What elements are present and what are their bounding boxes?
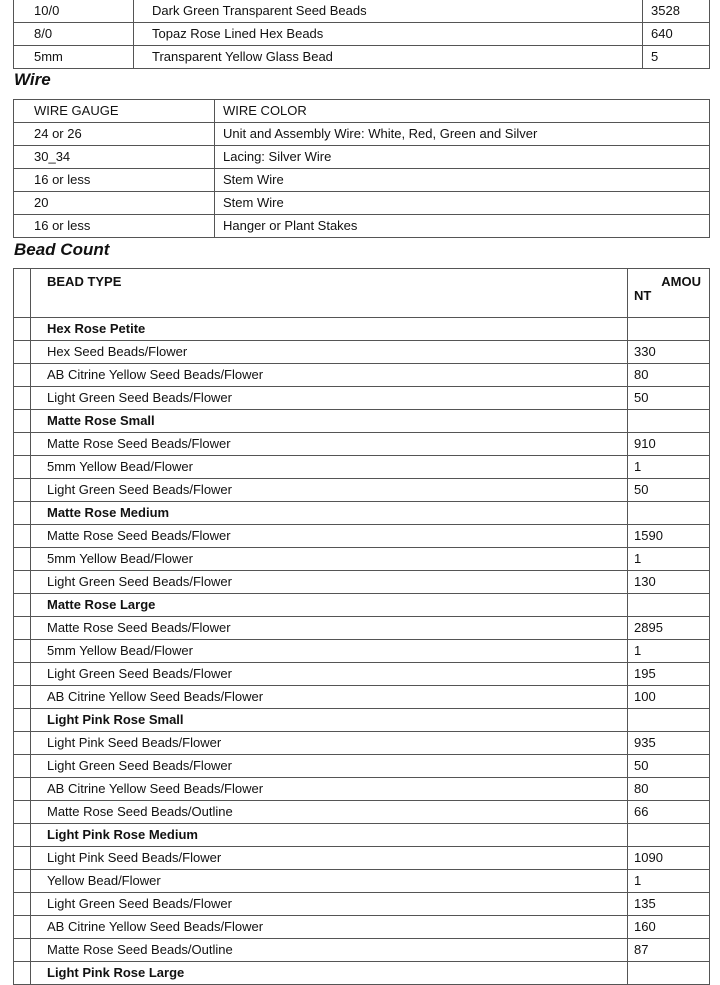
row-index-cell [14, 341, 31, 364]
bead-count-section-row [14, 709, 710, 732]
bead-amount: 910 [628, 433, 710, 456]
bead-type: Yellow Bead/Flower [31, 870, 628, 893]
rose-variant-heading: Matte Rose Small [31, 410, 628, 433]
bead-amount: 87 [628, 939, 710, 962]
bead-amount [628, 824, 710, 847]
row-index-cell [14, 640, 31, 663]
bead-amount: 2895 [628, 617, 710, 640]
bead-count-table [13, 268, 710, 985]
row-index-cell [14, 456, 31, 479]
row-index-cell [14, 387, 31, 410]
bead-amount: 1 [628, 456, 710, 479]
wire-table [13, 99, 710, 238]
bead-amount: 1590 [628, 525, 710, 548]
bead-quantity: 5 [643, 46, 710, 69]
row-index-cell [14, 433, 31, 456]
row-index-cell [14, 571, 31, 594]
bead-count-section-row [14, 594, 710, 617]
bead-count-row [14, 939, 710, 962]
row-index-cell [14, 479, 31, 502]
wire-gauge: 16 or less [14, 169, 215, 192]
rose-variant-heading: Light Pink Rose Large [31, 962, 628, 985]
bead-amount: 1 [628, 548, 710, 571]
wire-color: Unit and Assembly Wire: White, Red, Green and Silver [215, 123, 710, 146]
row-index-cell [14, 525, 31, 548]
bead-type: Light Green Seed Beads/Flower [31, 571, 628, 594]
bead-count-row [14, 456, 710, 479]
wire-row [14, 123, 710, 146]
bead-amount: 135 [628, 893, 710, 916]
row-index-cell [14, 410, 31, 433]
bead-count-row [14, 525, 710, 548]
row-index-cell [14, 801, 31, 824]
rose-variant-heading: Light Pink Rose Medium [31, 824, 628, 847]
bead-name: Transparent Yellow Glass Bead [134, 46, 643, 69]
wire-gauge: 16 or less [14, 215, 215, 238]
bead-count-row [14, 755, 710, 778]
rose-variant-heading: Matte Rose Medium [31, 502, 628, 525]
bead-amount [628, 318, 710, 341]
bead-amount: 195 [628, 663, 710, 686]
bead-amount: 100 [628, 686, 710, 709]
wire-row [14, 215, 710, 238]
bead-count-row [14, 479, 710, 502]
bead-name: Topaz Rose Lined Hex Beads [134, 23, 643, 46]
row-index-cell [14, 916, 31, 939]
bead-row [14, 0, 710, 23]
bead-amount [628, 410, 710, 433]
wire-color-header: WIRE COLOR [215, 100, 710, 123]
row-index-cell [14, 318, 31, 341]
bead-quantity: 3528 [643, 0, 710, 23]
bead-type: 5mm Yellow Bead/Flower [31, 640, 628, 663]
bead-amount: 80 [628, 364, 710, 387]
row-index-cell [14, 709, 31, 732]
index-header [14, 269, 31, 318]
bead-type: AB Citrine Yellow Seed Beads/Flower [31, 364, 628, 387]
bead-amount: 935 [628, 732, 710, 755]
bead-count-section-title: Bead Count [14, 240, 110, 259]
bead-name: Dark Green Transparent Seed Beads [134, 0, 643, 23]
bead-type: Matte Rose Seed Beads/Flower [31, 433, 628, 456]
row-index-cell [14, 686, 31, 709]
bead-amount: 80 [628, 778, 710, 801]
wire-gauge: 24 or 26 [14, 123, 215, 146]
wire-gauge: 30_34 [14, 146, 215, 169]
wire-row [14, 192, 710, 215]
bead-count-row [14, 801, 710, 824]
wire-gauge-header: WIRE GAUGE [14, 100, 215, 123]
bead-amount: 330 [628, 341, 710, 364]
bead-count-row [14, 364, 710, 387]
bead-type: Matte Rose Seed Beads/Outline [31, 801, 628, 824]
bead-type: Light Pink Seed Beads/Flower [31, 847, 628, 870]
wire-color: Stem Wire [215, 169, 710, 192]
bead-count-row [14, 571, 710, 594]
bead-size: 8/0 [14, 23, 134, 46]
bead-amount: 50 [628, 387, 710, 410]
bead-type: Light Pink Seed Beads/Flower [31, 732, 628, 755]
bead-amount: 160 [628, 916, 710, 939]
bead-quantity: 640 [643, 23, 710, 46]
bead-amount: 1 [628, 640, 710, 663]
bead-count-row [14, 640, 710, 663]
wire-color: Lacing: Silver Wire [215, 146, 710, 169]
bead-count-row [14, 341, 710, 364]
bead-type: Light Green Seed Beads/Flower [31, 755, 628, 778]
bead-count-row [14, 893, 710, 916]
bead-type-header: BEAD TYPE [31, 269, 628, 318]
bead-type: Matte Rose Seed Beads/Flower [31, 617, 628, 640]
bead-count-section-row [14, 824, 710, 847]
row-index-cell [14, 755, 31, 778]
bead-count-row [14, 732, 710, 755]
bead-type: Matte Rose Seed Beads/Flower [31, 525, 628, 548]
wire-section-title: Wire [14, 70, 51, 89]
wire-color: Hanger or Plant Stakes [215, 215, 710, 238]
beads-table [13, 0, 710, 69]
bead-amount [628, 594, 710, 617]
wire-gauge: 20 [14, 192, 215, 215]
bead-type: AB Citrine Yellow Seed Beads/Flower [31, 916, 628, 939]
row-index-cell [14, 663, 31, 686]
row-index-cell [14, 870, 31, 893]
row-index-cell [14, 364, 31, 387]
bead-count-section-row [14, 962, 710, 985]
rose-variant-heading: Light Pink Rose Small [31, 709, 628, 732]
bead-type: Hex Seed Beads/Flower [31, 341, 628, 364]
bead-size: 10/0 [14, 0, 134, 23]
bead-amount [628, 709, 710, 732]
row-index-cell [14, 732, 31, 755]
bead-count-row [14, 778, 710, 801]
row-index-cell [14, 548, 31, 571]
bead-amount: 1090 [628, 847, 710, 870]
amount-header-line1: AMOU [661, 274, 701, 289]
bead-count-section-row [14, 410, 710, 433]
bead-type: Light Green Seed Beads/Flower [31, 387, 628, 410]
bead-amount: 1 [628, 870, 710, 893]
bead-row [14, 46, 710, 69]
bead-count-row [14, 548, 710, 571]
bead-type: 5mm Yellow Bead/Flower [31, 456, 628, 479]
bead-count-row [14, 870, 710, 893]
bead-count-header-row [14, 269, 710, 318]
amount-header [628, 269, 710, 318]
row-index-cell [14, 778, 31, 801]
row-index-cell [14, 502, 31, 525]
wire-row [14, 169, 710, 192]
row-index-cell [14, 893, 31, 916]
bead-row [14, 23, 710, 46]
bead-type: AB Citrine Yellow Seed Beads/Flower [31, 778, 628, 801]
wire-color: Stem Wire [215, 192, 710, 215]
row-index-cell [14, 594, 31, 617]
bead-amount: 50 [628, 755, 710, 778]
wire-header-row [14, 100, 710, 123]
row-index-cell [14, 939, 31, 962]
rose-variant-heading: Hex Rose Petite [31, 318, 628, 341]
row-index-cell [14, 617, 31, 640]
bead-size: 5mm [14, 46, 134, 69]
bead-amount: 130 [628, 571, 710, 594]
row-index-cell [14, 962, 31, 985]
bead-amount [628, 962, 710, 985]
wire-row [14, 146, 710, 169]
bead-amount: 50 [628, 479, 710, 502]
bead-count-row [14, 916, 710, 939]
bead-count-row [14, 663, 710, 686]
bead-count-row [14, 433, 710, 456]
bead-count-row [14, 617, 710, 640]
bead-type: Light Green Seed Beads/Flower [31, 893, 628, 916]
bead-count-row [14, 686, 710, 709]
bead-count-section-row [14, 502, 710, 525]
bead-type: Light Green Seed Beads/Flower [31, 663, 628, 686]
bead-count-section-row [14, 318, 710, 341]
bead-count-row [14, 847, 710, 870]
bead-count-row [14, 387, 710, 410]
bead-type: Light Green Seed Beads/Flower [31, 479, 628, 502]
amount-header-line2: NT [634, 288, 652, 303]
bead-type: Matte Rose Seed Beads/Outline [31, 939, 628, 962]
bead-type: AB Citrine Yellow Seed Beads/Flower [31, 686, 628, 709]
rose-variant-heading: Matte Rose Large [31, 594, 628, 617]
bead-amount: 66 [628, 801, 710, 824]
bead-amount [628, 502, 710, 525]
row-index-cell [14, 824, 31, 847]
bead-type: 5mm Yellow Bead/Flower [31, 548, 628, 571]
row-index-cell [14, 847, 31, 870]
